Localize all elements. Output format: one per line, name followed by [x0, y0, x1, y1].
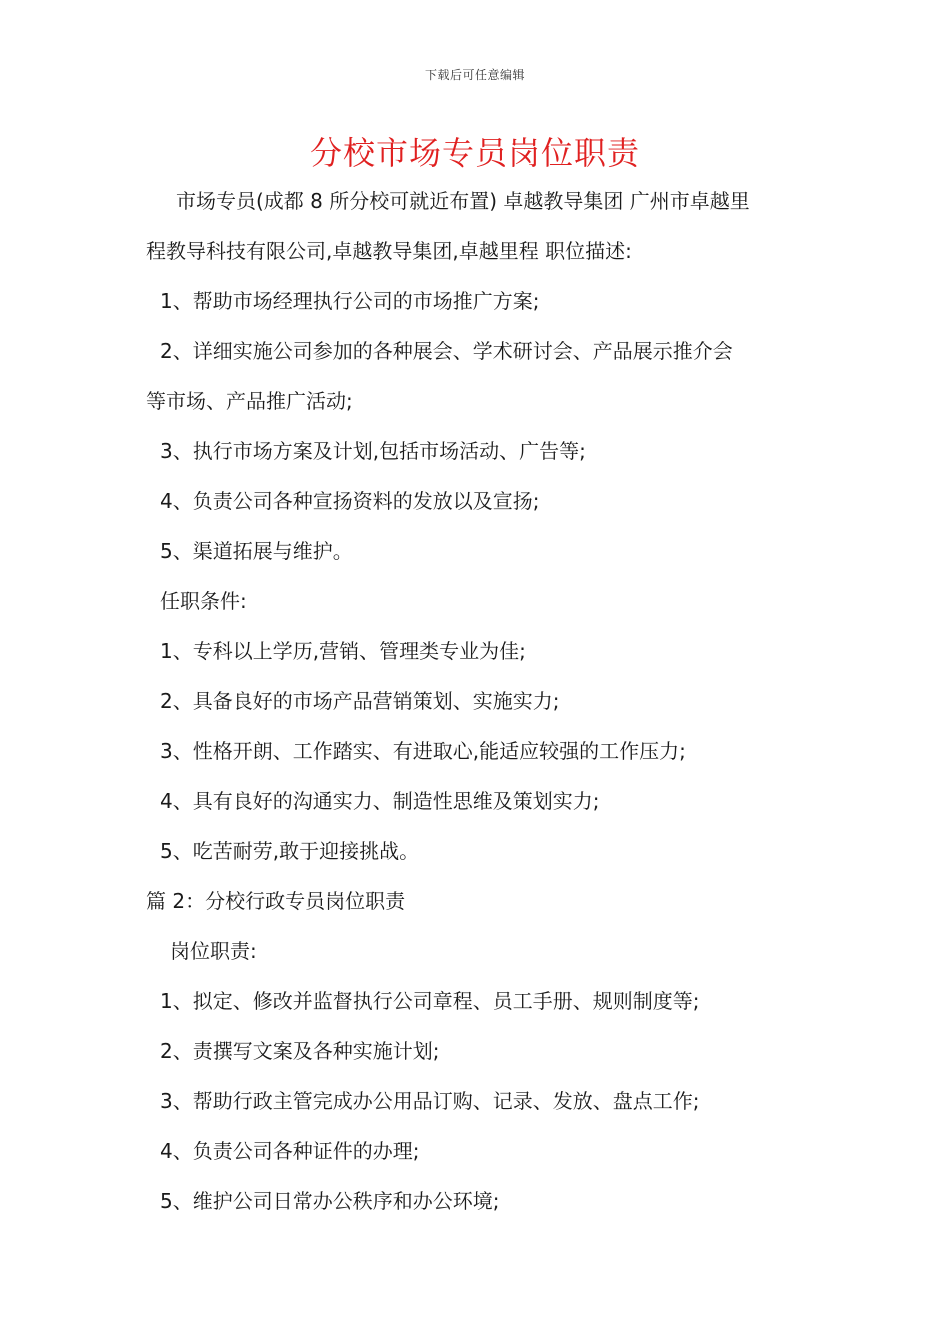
list-item-continuation: 等市场、产品推广活动;	[146, 389, 353, 413]
paragraph-line: 程教导科技有限公司,卓越教导集团,卓越里程 职位描述:	[146, 239, 632, 263]
list-item: 3、性格开朗、工作踏实、有进取心,能适应较强的工作压力;	[160, 739, 686, 763]
section-heading: 任职条件:	[160, 589, 247, 613]
list-item: 4、具有良好的沟通实力、制造性思维及策划实力;	[160, 789, 600, 813]
chapter-heading: 篇 2：分校行政专员岗位职责	[146, 889, 406, 913]
list-item: 4、负责公司各种宣扬资料的发放以及宣扬;	[160, 489, 540, 513]
list-item: 5、维护公司日常办公秩序和办公环境;	[160, 1189, 500, 1213]
list-item: 1、专科以上学历,营销、管理类专业为佳;	[160, 639, 526, 663]
list-item: 3、执行市场方案及计划,包括市场活动、广告等;	[160, 439, 586, 463]
document-title: 分校市场专员岗位职责	[309, 134, 640, 172]
list-item: 5、吃苦耐劳,敢于迎接挑战。	[160, 839, 420, 863]
list-item: 2、责撰写文案及各种实施计划;	[160, 1039, 440, 1063]
list-item: 4、负责公司各种证件的办理;	[160, 1139, 420, 1163]
section-heading: 岗位职责:	[170, 939, 257, 963]
list-item: 3、帮助行政主管完成办公用品订购、记录、发放、盘点工作;	[160, 1089, 700, 1113]
list-item: 5、渠道拓展与维护。	[160, 539, 353, 563]
header-note: 下载后可任意编辑	[424, 68, 525, 82]
list-item: 2、详细实施公司参加的各种展会、学术研讨会、产品展示推介会	[160, 339, 733, 363]
list-item: 2、具备良好的市场产品营销策划、实施实力;	[160, 689, 560, 713]
paragraph-line: 市场专员(成都 8 所分校可就近布置) 卓越教导集团 广州市卓越里	[176, 189, 750, 213]
document-body	[146, 176, 816, 1226]
list-item: 1、帮助市场经理执行公司的市场推广方案;	[160, 289, 540, 313]
list-item: 1、拟定、修改并监督执行公司章程、员工手册、规则制度等;	[160, 989, 700, 1013]
